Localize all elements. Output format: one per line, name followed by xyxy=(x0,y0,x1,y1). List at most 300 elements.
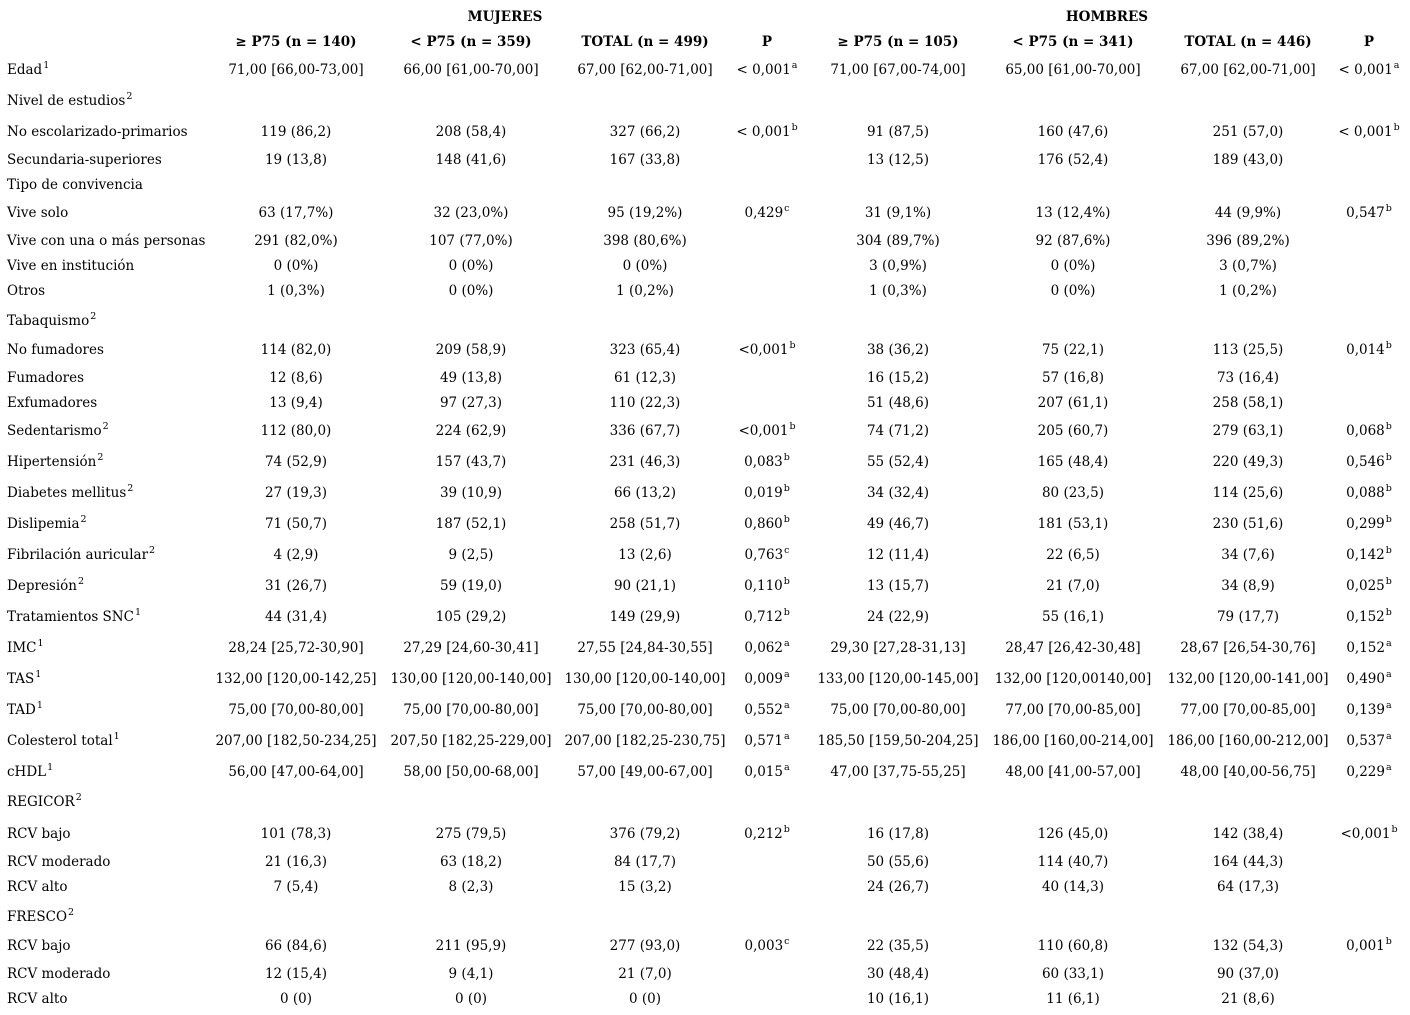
test-marker: a xyxy=(783,700,790,711)
cell-text: 29,30 [27,28-31,13] xyxy=(830,640,966,656)
cell-text: 0,860 xyxy=(744,516,783,532)
table-cell xyxy=(261,342,332,358)
row-label-text: Tabaquismo xyxy=(7,313,90,329)
group-header-hombres: HOMBRES xyxy=(1065,9,1149,25)
row-label xyxy=(7,233,205,249)
table-cell xyxy=(265,966,327,982)
cell-text: 74 (52,9) xyxy=(264,454,328,470)
column-header: P xyxy=(1363,34,1375,50)
table-cell xyxy=(436,938,507,954)
table-cell xyxy=(1213,854,1284,870)
footnote-marker: 2 xyxy=(127,483,134,494)
table-cell xyxy=(1051,258,1096,274)
table-cell xyxy=(867,991,929,1007)
table-cell xyxy=(265,485,327,501)
cell-text: 207,00 [182,25-230,75] xyxy=(564,733,726,749)
p-value-cell xyxy=(1346,671,1391,689)
row-label-text: Colesterol total xyxy=(7,733,113,749)
cell-text: 75,00 [70,00-80,00] xyxy=(830,702,966,718)
footnote-marker: 2 xyxy=(80,514,87,525)
cell-text: 0,142 xyxy=(1346,547,1385,563)
table-cell xyxy=(856,233,939,249)
row-label-text: Vive solo xyxy=(7,205,69,221)
cell-text: 130,00 [120,00-140,00] xyxy=(390,671,552,687)
table-cell xyxy=(1036,233,1111,249)
test-marker: b xyxy=(783,824,790,835)
cell-text: 21 (16,3) xyxy=(264,854,328,870)
p-value-cell xyxy=(744,454,790,472)
p-value-cell xyxy=(744,640,789,658)
table-cell xyxy=(455,991,487,1007)
cell-text: 220 (49,3) xyxy=(1212,454,1284,470)
table-cell xyxy=(1042,342,1104,358)
row-label-text: Vive en institución xyxy=(7,258,135,274)
cell-text: 12 (15,4) xyxy=(264,966,328,982)
cell-text: 110 (60,8) xyxy=(1037,938,1109,954)
p-value-cell xyxy=(1346,764,1391,782)
table-cell xyxy=(610,938,681,954)
table-cell xyxy=(1042,966,1104,982)
cell-text: 7 (5,4) xyxy=(273,879,319,895)
cell-text: 28,67 [26,54-30,76] xyxy=(1180,640,1316,656)
table-cell xyxy=(440,485,502,501)
test-marker: a xyxy=(1385,762,1392,773)
table-cell xyxy=(1005,62,1140,78)
footnote-marker: 2 xyxy=(90,311,97,322)
cell-text: 48,00 [40,00-56,75] xyxy=(1180,764,1316,780)
table-cell xyxy=(429,233,512,249)
table-cell xyxy=(449,547,494,563)
cell-text: 34 (7,6) xyxy=(1221,547,1275,563)
row-label-text: Exfumadores xyxy=(7,395,98,411)
test-marker: b xyxy=(783,607,790,618)
row-label-text: TAD xyxy=(7,702,36,718)
table-cell xyxy=(867,609,929,625)
p-value-cell xyxy=(1346,516,1392,534)
table-cell xyxy=(1213,826,1284,842)
test-marker: b xyxy=(1385,545,1392,556)
table-cell xyxy=(867,423,929,439)
p-value-cell xyxy=(744,609,790,627)
footnote-marker: 2 xyxy=(68,907,75,918)
footnote-marker: 1 xyxy=(43,60,50,71)
table-cell xyxy=(1036,205,1111,221)
footnote-marker: 2 xyxy=(149,545,156,556)
cell-text: 11 (6,1) xyxy=(1046,991,1100,1007)
cell-text: 71,00 [66,00-73,00] xyxy=(228,62,364,78)
cell-text: 114 (40,7) xyxy=(1037,854,1109,870)
table-cell xyxy=(867,966,929,982)
table-cell xyxy=(867,879,929,895)
table-cell xyxy=(434,205,509,221)
table-cell xyxy=(867,124,929,140)
test-marker: b xyxy=(1391,824,1398,835)
cell-text: 157 (43,7) xyxy=(435,454,507,470)
row-label-text: FRESCO xyxy=(7,909,68,925)
row-label xyxy=(7,702,43,720)
cell-text: 0 (0%) xyxy=(1050,258,1096,274)
row-label xyxy=(7,909,74,927)
table-cell xyxy=(269,370,322,386)
row-label-text: Fumadores xyxy=(7,370,85,386)
p-value-cell xyxy=(738,342,795,360)
test-marker: a xyxy=(791,60,798,71)
p-value-cell xyxy=(744,826,790,844)
cell-text: 34 (32,4) xyxy=(866,485,930,501)
cell-text: <0,001 xyxy=(1340,826,1391,842)
table-cell xyxy=(403,640,538,656)
table-cell xyxy=(449,966,494,982)
test-marker: b xyxy=(1393,122,1400,133)
table-cell xyxy=(1213,342,1284,358)
table-cell xyxy=(1213,485,1284,501)
row-label-text: TAS xyxy=(7,671,35,687)
cell-text: 258 (51,7) xyxy=(609,516,681,532)
cell-text: 132,00 [120,00140,00] xyxy=(994,671,1152,687)
table-cell xyxy=(577,702,712,718)
cell-text: 27,55 [24,84-30,55] xyxy=(577,640,713,656)
cell-text: 13 (12,5) xyxy=(866,152,930,168)
column-header: TOTAL (n = 446) xyxy=(1184,34,1312,50)
table-cell xyxy=(564,671,725,687)
row-label-text: Edad xyxy=(7,62,43,78)
table-cell xyxy=(265,454,327,470)
cell-text: 16 (15,2) xyxy=(866,370,930,386)
table-cell xyxy=(390,733,551,749)
cell-text: 1 (0,2%) xyxy=(616,283,674,299)
cell-text: 0,009 xyxy=(744,671,783,687)
row-label xyxy=(7,423,109,441)
p-value-cell xyxy=(1339,62,1400,80)
cell-text: 0,139 xyxy=(1346,702,1385,718)
test-marker: a xyxy=(783,669,790,680)
table-cell xyxy=(1180,62,1315,78)
row-label-text: Vive con una o más personas xyxy=(7,233,206,249)
cell-text: 275 (79,5) xyxy=(435,826,507,842)
row-label xyxy=(7,370,84,386)
table-cell xyxy=(1042,370,1104,386)
cell-text: 13 (15,7) xyxy=(866,578,930,594)
row-label-text: RCV bajo xyxy=(7,826,71,842)
table-cell xyxy=(1038,395,1109,411)
column-header: < P75 (n = 359) xyxy=(410,34,532,50)
table-cell xyxy=(1180,702,1315,718)
table-cell xyxy=(867,516,929,532)
cell-text: 0,571 xyxy=(744,733,783,749)
row-label-text: Hipertensión xyxy=(7,454,97,470)
cell-text: 66,00 [61,00-70,00] xyxy=(403,62,539,78)
cell-text: 207,50 [182,25-229,00] xyxy=(390,733,552,749)
table-cell xyxy=(610,826,681,842)
cell-text: 64 (17,3) xyxy=(1216,879,1280,895)
table-cell xyxy=(1038,454,1109,470)
table-cell xyxy=(1217,879,1279,895)
column-header: TOTAL (n = 499) xyxy=(581,34,709,50)
table-cell xyxy=(215,733,376,749)
cell-text: 77,00 [70,00-85,00] xyxy=(1005,702,1141,718)
table-cell xyxy=(1213,152,1284,168)
cell-text: 0,062 xyxy=(744,640,783,656)
row-label-text: REGICOR xyxy=(7,794,75,810)
cell-text: 279 (63,1) xyxy=(1212,423,1284,439)
table-cell xyxy=(436,609,507,625)
cell-text: 55 (16,1) xyxy=(1041,609,1105,625)
cell-text: 49 (46,7) xyxy=(866,516,930,532)
row-label xyxy=(7,395,97,411)
cell-text: 164 (44,3) xyxy=(1212,854,1284,870)
table-cell xyxy=(1213,124,1284,140)
test-marker: a xyxy=(1385,700,1392,711)
cell-text: 48,00 [41,00-57,00] xyxy=(1005,764,1141,780)
cell-text: 0,229 xyxy=(1346,764,1385,780)
table-cell xyxy=(228,764,363,780)
test-marker: b xyxy=(1385,607,1392,618)
cell-text: 207 (61,1) xyxy=(1037,395,1109,411)
table-cell xyxy=(265,578,327,594)
cell-text: 132,00 [120,00-141,00] xyxy=(1167,671,1329,687)
footnote-marker: 2 xyxy=(75,792,82,803)
table-cell xyxy=(865,205,931,221)
table-cell xyxy=(1217,370,1279,386)
table-cell xyxy=(867,826,929,842)
cell-text: 132 (54,3) xyxy=(1212,938,1284,954)
cell-text: 398 (80,6%) xyxy=(603,233,687,249)
cell-text: 34 (8,9) xyxy=(1221,578,1275,594)
cell-text: 66 (13,2) xyxy=(613,485,677,501)
test-marker: b xyxy=(783,452,790,463)
cell-text: 396 (89,2%) xyxy=(1206,233,1290,249)
test-marker: a xyxy=(1385,669,1392,680)
p-value-cell xyxy=(1346,640,1391,658)
table-cell xyxy=(995,671,1152,687)
table-cell xyxy=(274,879,319,895)
cell-text: 61 (12,3) xyxy=(613,370,677,386)
table-cell xyxy=(610,609,681,625)
cell-text: < 0,001 xyxy=(1338,62,1393,78)
table-cell xyxy=(403,62,538,78)
p-value-cell xyxy=(745,205,790,223)
cell-text: 13 (12,4%) xyxy=(1035,205,1111,221)
table-cell xyxy=(1221,578,1274,594)
cell-text: 0,763 xyxy=(744,547,784,563)
cell-text: 0 (0%) xyxy=(448,283,494,299)
table-cell xyxy=(436,516,507,532)
table-cell xyxy=(614,578,676,594)
row-label-text: RCV bajo xyxy=(7,938,71,954)
table-cell xyxy=(618,966,671,982)
p-value-cell xyxy=(1346,609,1392,627)
table-cell xyxy=(254,233,337,249)
cell-text: 207,00 [182,50-234,25] xyxy=(215,733,377,749)
table-cell xyxy=(1217,966,1279,982)
row-label xyxy=(7,547,155,565)
test-marker: b xyxy=(1385,936,1392,947)
row-label xyxy=(7,966,110,982)
cell-text: 0 (0%) xyxy=(273,258,319,274)
cell-text: 91 (87,5) xyxy=(866,124,930,140)
table-cell xyxy=(228,640,363,656)
cell-text: 101 (78,3) xyxy=(260,826,332,842)
table-cell xyxy=(608,205,683,221)
table-cell xyxy=(610,423,681,439)
table-cell xyxy=(1038,854,1109,870)
cell-text: 77,00 [70,00-85,00] xyxy=(1180,702,1316,718)
cell-text: 24 (22,9) xyxy=(866,609,930,625)
table-cell xyxy=(267,283,325,299)
row-label xyxy=(7,671,41,689)
cell-text: 189 (43,0) xyxy=(1212,152,1284,168)
cell-text: 258 (58,1) xyxy=(1212,395,1284,411)
test-marker: c xyxy=(784,545,790,556)
cell-text: <0,001 xyxy=(738,342,789,358)
row-label xyxy=(7,826,71,842)
cell-text: 209 (58,9) xyxy=(435,342,507,358)
p-value-cell xyxy=(744,485,790,503)
cell-text: 92 (87,6%) xyxy=(1035,233,1111,249)
test-marker: a xyxy=(783,731,790,742)
p-value-cell xyxy=(1346,702,1391,720)
table-cell xyxy=(449,258,494,274)
cell-text: 74 (71,2) xyxy=(866,423,930,439)
p-value-cell xyxy=(736,124,797,142)
row-label-text: Tratamientos SNC xyxy=(7,609,134,625)
cell-text: 28,24 [25,72-30,90] xyxy=(228,640,364,656)
table-cell xyxy=(610,124,681,140)
cell-text: 63 (18,2) xyxy=(439,854,503,870)
table-cell xyxy=(403,702,538,718)
cell-text: 57,00 [49,00-67,00] xyxy=(577,764,713,780)
cell-text: 230 (51,6) xyxy=(1212,516,1284,532)
table-cell xyxy=(1213,395,1284,411)
cell-text: 0,429 xyxy=(744,205,784,221)
table-cell xyxy=(440,854,502,870)
footnote-marker: 1 xyxy=(37,638,44,649)
cell-text: 0,299 xyxy=(1346,516,1385,532)
cell-text: 277 (93,0) xyxy=(609,938,681,954)
test-marker: a xyxy=(1385,731,1392,742)
p-value-cell xyxy=(1346,938,1392,956)
test-marker: b xyxy=(789,340,796,351)
table-cell xyxy=(1167,733,1328,749)
cell-text: 211 (95,9) xyxy=(435,938,507,954)
cell-text: 0,110 xyxy=(744,578,783,594)
cell-text: 186,00 [160,00-212,00] xyxy=(1167,733,1329,749)
cell-text: 376 (79,2) xyxy=(609,826,681,842)
table-cell xyxy=(1005,702,1140,718)
test-marker: b xyxy=(783,483,790,494)
table-cell xyxy=(577,640,712,656)
table-cell xyxy=(1180,640,1315,656)
cell-text: 71,00 [67,00-74,00] xyxy=(830,62,966,78)
test-marker: c xyxy=(784,203,790,214)
cell-text: 0 (0%) xyxy=(1050,283,1096,299)
cell-text: 0,152 xyxy=(1346,609,1385,625)
cell-text: 27 (19,3) xyxy=(264,485,328,501)
row-label-text: Secundaria-superiores xyxy=(7,152,162,168)
cell-text: 208 (58,4) xyxy=(435,124,507,140)
table-cell xyxy=(830,764,965,780)
row-label xyxy=(7,516,87,534)
table-cell xyxy=(867,342,929,358)
cell-text: 50 (55,6) xyxy=(866,854,930,870)
p-value-cell xyxy=(737,62,798,80)
cell-text: 0,152 xyxy=(1346,640,1385,656)
p-value-cell xyxy=(1346,485,1392,503)
cell-text: 0,212 xyxy=(744,826,783,842)
cell-text: 65,00 [61,00-70,00] xyxy=(1005,62,1141,78)
cell-text: 142 (38,4) xyxy=(1212,826,1284,842)
cell-text: 165 (48,4) xyxy=(1037,454,1109,470)
test-marker: a xyxy=(783,762,790,773)
cell-text: < 0,001 xyxy=(736,124,791,140)
cell-text: 15 (3,2) xyxy=(618,879,672,895)
cell-text: 130,00 [120,00-140,00] xyxy=(564,671,726,687)
row-label xyxy=(7,640,44,658)
table-cell xyxy=(436,454,507,470)
cell-text: 90 (21,1) xyxy=(613,578,677,594)
cell-text: 0,001 xyxy=(1346,938,1385,954)
row-label xyxy=(7,205,68,221)
cell-text: 9 (4,1) xyxy=(448,966,494,982)
p-value-cell xyxy=(1346,205,1392,223)
table-cell xyxy=(274,258,319,274)
table-cell xyxy=(610,454,681,470)
cell-text: 186,00 [160,00-214,00] xyxy=(992,733,1154,749)
cell-text: 32 (23,0%) xyxy=(433,205,509,221)
table-cell xyxy=(867,395,929,411)
cell-text: 1 (0,3%) xyxy=(869,283,927,299)
footnote-marker: 2 xyxy=(102,421,109,432)
table-cell xyxy=(614,370,676,386)
cell-text: 0,015 xyxy=(744,764,783,780)
row-label xyxy=(7,342,104,358)
row-label-text: Nivel de estudios xyxy=(7,93,126,109)
row-label xyxy=(7,794,82,812)
table-cell xyxy=(577,62,712,78)
test-marker: b xyxy=(1385,576,1392,587)
table-cell xyxy=(867,547,929,563)
cell-text: 327 (66,2) xyxy=(609,124,681,140)
p-value-cell xyxy=(744,516,790,534)
row-label-text: Sedentarismo xyxy=(7,423,102,439)
cell-text: 291 (82,0%) xyxy=(254,233,338,249)
cell-text: 113 (25,5) xyxy=(1212,342,1284,358)
cell-text: 119 (86,2) xyxy=(260,124,332,140)
row-label xyxy=(7,854,110,870)
cell-text: <0,001 xyxy=(738,423,789,439)
cell-text: 3 (0,7%) xyxy=(1219,258,1277,274)
cell-text: 13 (9,4) xyxy=(269,395,323,411)
table-cell xyxy=(610,342,681,358)
p-value-cell xyxy=(1346,547,1392,565)
table-cell xyxy=(436,124,507,140)
cell-text: 133,00 [120,00-145,00] xyxy=(817,671,979,687)
cell-text: 205 (60,7) xyxy=(1037,423,1109,439)
cell-text: 28,47 [26,42-30,48] xyxy=(1005,640,1141,656)
cell-text: 0,546 xyxy=(1346,454,1385,470)
table-cell xyxy=(992,733,1153,749)
group-header-mujeres: MUJERES xyxy=(467,9,543,25)
cell-text: 148 (41,6) xyxy=(435,152,507,168)
table-cell xyxy=(1213,454,1284,470)
cell-text: 97 (27,3) xyxy=(439,395,503,411)
table-cell xyxy=(436,826,507,842)
table-cell xyxy=(610,152,681,168)
row-label-text: IMC xyxy=(7,640,37,656)
cell-text: 0,019 xyxy=(744,485,783,501)
p-value-cell xyxy=(744,578,790,596)
cell-text: 224 (62,9) xyxy=(435,423,507,439)
